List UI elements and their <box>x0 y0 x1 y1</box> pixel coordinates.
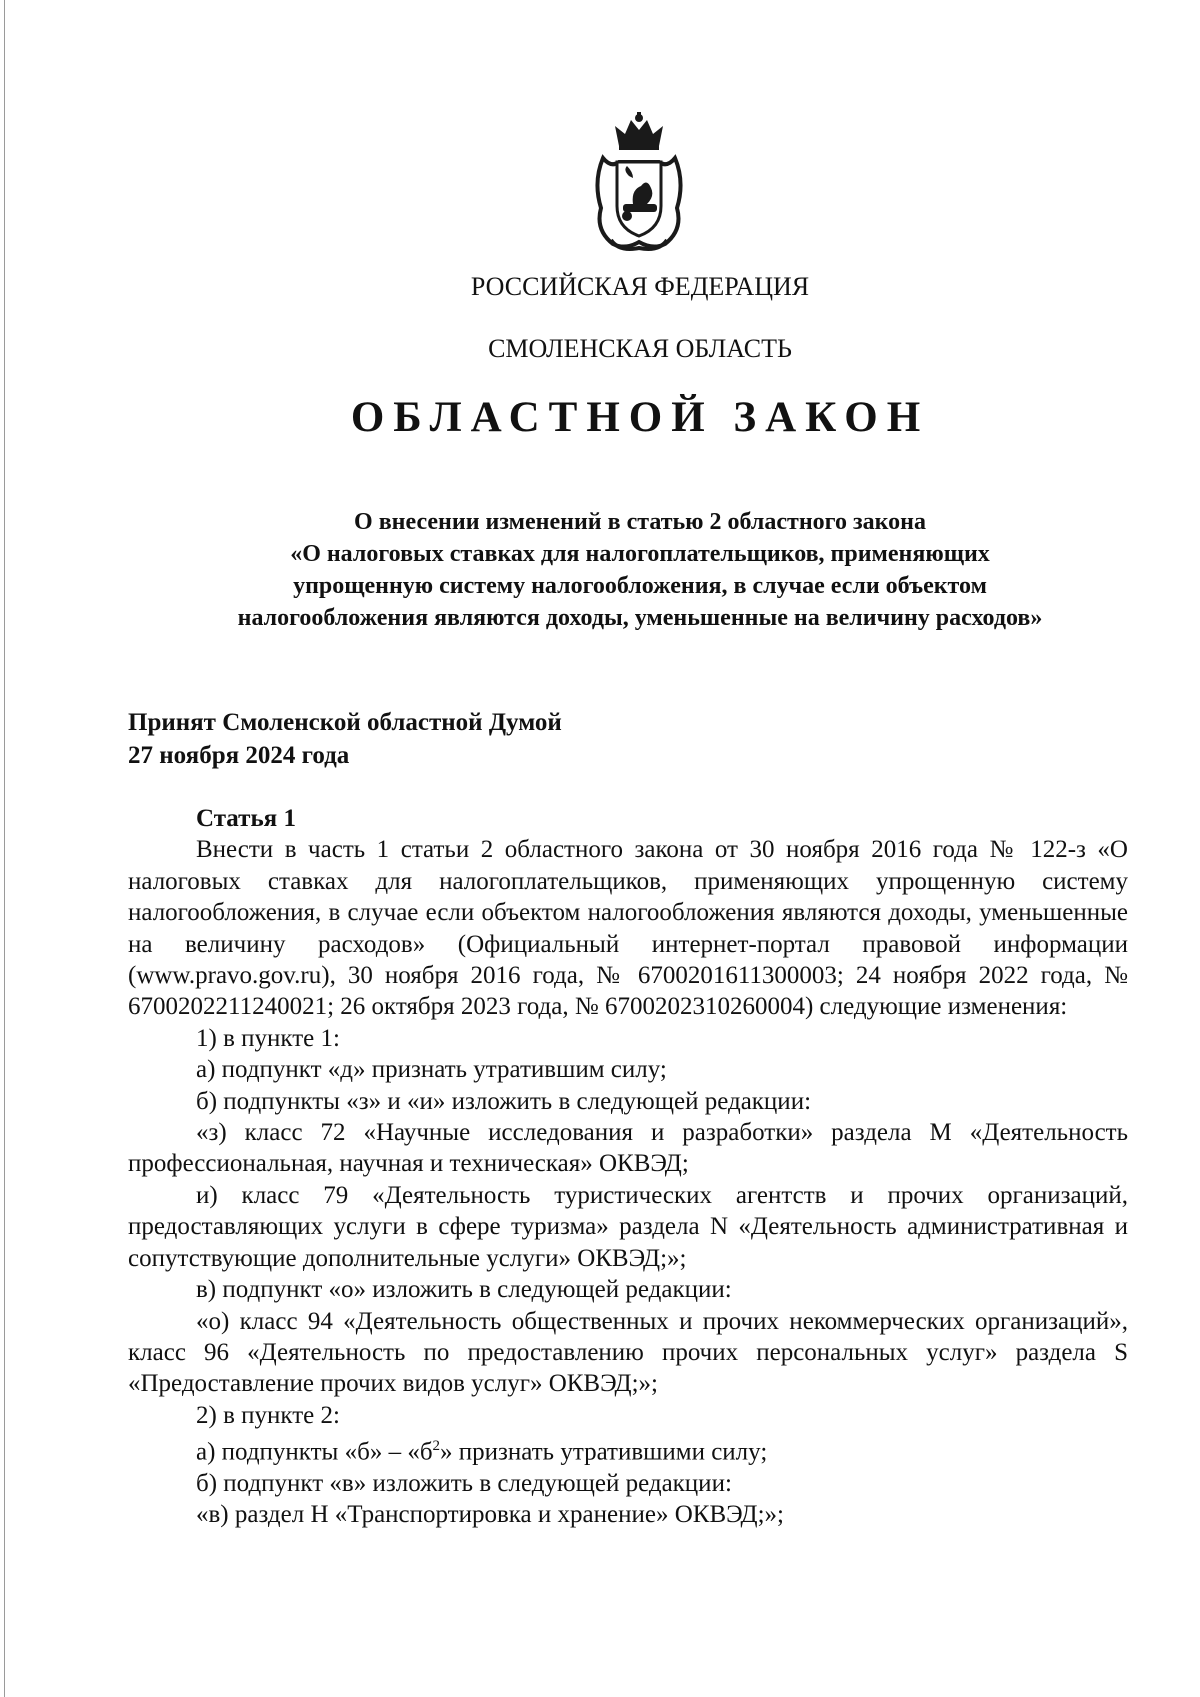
adopted-by: Принят Смоленской областной Думой <box>128 709 562 736</box>
article-intro: Внести в часть 1 статьи 2 областного закона от 30 ноября 2016 года № 122-з «О налоговых ставках для налогоплательщиков, применяющих упрощенную систему налогообложения, в случае если объектом налогообложения являются доходы, уменьшенные на величину расходов» (Официальный интернет-портал правовой информации (www.pravo.gov.ru), 30 ноября 2016 года, № 6700201611300003; 24 ноября 2022 года, № 6700202211240021; 26 октября 2023 года, № 6700202310260004) следующие изменения: <box>128 836 1128 1021</box>
adopted-date: 27 ноября 2024 года <box>128 742 350 769</box>
clause-2b-v: «в) раздел H «Транспортировка и хранение» ОКВЭД;»; <box>196 1501 784 1529</box>
clause-1: 1) в пункте 1: <box>196 1024 340 1052</box>
clause-1v-o: «о) класс 94 «Деятельность общественных и прочих некоммерческих организаций», класс 96 «Деятельность по предоставлению прочих персональных услуг» раздела S «Предоставление прочих видов услуг» ОКВЭД;»; <box>128 1307 1128 1398</box>
country-heading: РОССИЙСКАЯ ФЕДЕРАЦИЯ <box>470 272 810 301</box>
subject-line: налогообложения являются доходы, уменьшенные на величину расходов» <box>237 605 1043 631</box>
subject-line: упрощенную систему налогообложения, в случае если объектом <box>293 573 987 599</box>
article-heading: Статья 1 <box>196 805 296 832</box>
page-edge-line <box>4 0 5 1697</box>
clause-2a-suffix: » признать утратившими силу; <box>440 1438 768 1466</box>
adoption-block <box>128 706 562 772</box>
clause-1b: б) подпункты «з» и «и» изложить в следующей редакции: <box>196 1087 812 1115</box>
subject-line: О внесении изменений в статью 2 областного закона <box>354 509 926 535</box>
article-body <box>128 803 1128 1531</box>
clause-2a <box>128 1431 1128 1468</box>
clause-1b-i: и) класс 79 «Деятельность туристических агентств и прочих организаций, предоставляющих услуги в сфере туризма» раздела N «Деятельность административная и сопутствующие дополнительные услуги» ОКВЭД;»; <box>128 1181 1128 1272</box>
clause-1v: в) подпункт «о» изложить в следующей редакции: <box>196 1276 732 1304</box>
clause-2a-superscript: 2 <box>432 1438 441 1455</box>
law-subject <box>150 506 1130 634</box>
law-type-title: ОБЛАСТНОЙ ЗАКОН <box>350 394 930 441</box>
clause-2a-prefix: а) подпункты «б» – «б <box>196 1438 433 1466</box>
clause-2b: б) подпункт «в» изложить в следующей редакции: <box>196 1469 732 1497</box>
clause-2: 2) в пункте 2: <box>196 1401 340 1429</box>
clause-1b-z: «з) класс 72 «Научные исследования и разработки» раздела M «Деятельность профессиональная, научная и техническая» ОКВЭД; <box>128 1119 1128 1178</box>
region-heading: СМОЛЕНСКАЯ ОБЛАСТЬ <box>488 334 792 363</box>
subject-line: «О налоговых ставках для налогоплательщиков, применяющих <box>290 541 990 567</box>
coat-of-arms-icon <box>589 112 689 254</box>
clause-1a: а) подпункт «д» признать утратившим силу; <box>196 1056 667 1084</box>
